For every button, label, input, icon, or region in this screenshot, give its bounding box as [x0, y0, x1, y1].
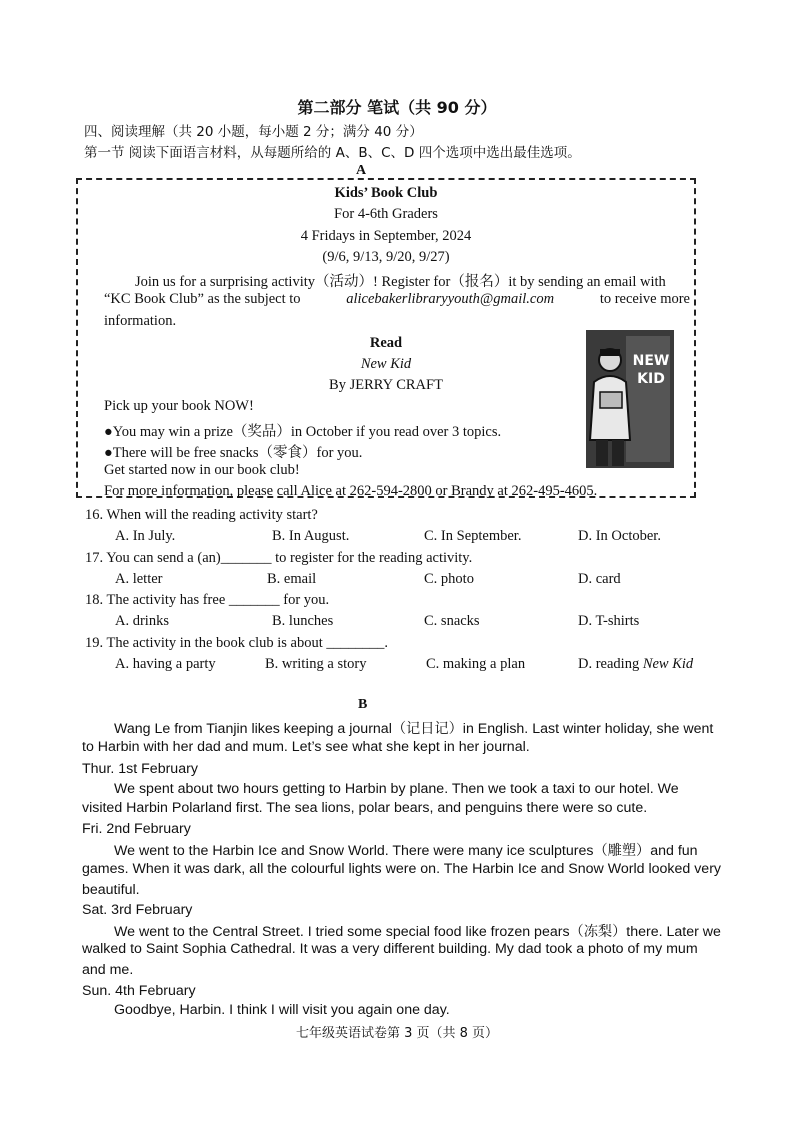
question-17-stem: 17. You can send a (an)_______ to register for the reading activity. — [85, 550, 473, 566]
book-cover-image — [586, 330, 674, 468]
passage-a-label: A — [356, 163, 367, 178]
question-19-stem: 19. The activity in the book club is about ________. — [85, 635, 388, 651]
journal-intro-line-2: to Harbin with her dad and mum. Let’s see what she kept in her journal. — [82, 739, 530, 755]
question-18-stem: 18. The activity has free _______ for you. — [85, 592, 330, 608]
journal-day3-line-1: We went to the Central Street. I tried some special food like frozen pears（冻梨）there. Later we — [114, 924, 721, 940]
question-17-option-b: B. email — [267, 571, 317, 587]
journal-day2-line-3: beautiful. — [82, 882, 140, 898]
question-17-option-a: A. letter — [115, 571, 163, 587]
join-line-3: information. — [104, 313, 177, 329]
join-line-2-end: to receive more — [599, 291, 690, 307]
journal-date-3: Sat. 3rd February — [82, 902, 193, 918]
question-17-option-c: C. photo — [424, 571, 474, 587]
journal-date-2: Fri. 2nd February — [82, 821, 191, 837]
passage-b-label: B — [358, 697, 368, 712]
question-19-option-d-label: D. reading — [578, 656, 640, 672]
question-19-option-c: C. making a plan — [426, 656, 526, 672]
question-16-stem: 16. When will the reading activity start? — [85, 507, 318, 523]
question-18-option-a: A. drinks — [115, 613, 169, 629]
journal-day1-line-1: We spent about two hours getting to Harbin by plane. Then we took a taxi to our hotel. We — [114, 781, 679, 797]
question-18-option-b: B. lunches — [272, 613, 334, 629]
journal-day3-line-2: walked to Saint Sophia Cathedral. It was a very different building. My dad took a photo of my mum — [82, 941, 698, 957]
club-schedule: 4 Fridays in September, 2024 — [300, 228, 472, 244]
page-footer: 七年级英语试卷第 3 页（共 8 页） — [295, 1026, 499, 1041]
book-author: By JERRY CRAFT — [329, 377, 443, 393]
journal-date-4: Sun. 4th February — [82, 983, 196, 999]
question-16-option-a: A. In July. — [115, 528, 176, 544]
question-18-option-c: C. snacks — [424, 613, 480, 629]
bullet-snacks: ●There will be free snacks（零食）for you. — [104, 445, 363, 461]
journal-date-1: Thur. 1st February — [82, 761, 198, 777]
book-title: New Kid — [360, 356, 412, 372]
journal-day3-line-3: and me. — [82, 962, 134, 978]
question-16-option-d: D. In October. — [578, 528, 661, 544]
question-16-option-b: B. In August. — [272, 528, 350, 544]
question-16-option-c: C. In September. — [424, 528, 522, 544]
book-cover-title: NEW KID — [632, 353, 670, 387]
join-line-2-start: “KC Book Club” as the subject to — [104, 291, 301, 307]
journal-day4-line-1: Goodbye, Harbin. I think I will visit you again one day. — [114, 1002, 450, 1018]
page-title: 第二部分 笔试（共 90 分） — [297, 98, 497, 117]
journal-day2-line-2: games. When it was dark, all the colourful lights were on. The Harbin Ice and Snow World looked very — [82, 861, 722, 877]
club-dates: (9/6, 9/13, 9/20, 9/27) — [322, 249, 450, 265]
join-line-2 — [104, 291, 690, 308]
question-19-option-d — [578, 656, 693, 673]
question-19-option-b: B. writing a story — [265, 656, 367, 672]
contact-line: For more information, please call Alice at 262-594-2800 or Brandy at 262-495-4605. — [104, 483, 598, 499]
instructions: 第一节 阅读下面语言材料，从每题所给的 A、B、C、D 四个选项中选出最佳选项。 — [84, 145, 581, 161]
get-started-line: Get started now in our book club! — [104, 462, 300, 478]
club-grades: For 4-6th Graders — [334, 206, 438, 222]
join-line-1: Join us for a surprising activity（活动）! Register for（报名）it by sending an email with — [135, 274, 666, 290]
question-19-option-d-book: New Kid — [642, 656, 694, 672]
question-19-option-a: A. having a party — [115, 656, 216, 672]
journal-day2-line-1: We went to the Harbin Ice and Snow World. There were many ice sculptures（雕塑）and fun — [114, 843, 698, 859]
read-heading: Read — [369, 335, 403, 351]
club-title: Kids’ Book Club — [334, 185, 438, 201]
register-email: alicebakerlibraryyouth@gmail.com — [346, 291, 555, 307]
question-18-option-d: D. T-shirts — [578, 613, 640, 629]
section-heading: 四、阅读理解（共 20 小题，每小题 2 分；满分 40 分） — [84, 124, 423, 140]
journal-day1-line-2: visited Harbin Polarland first. The sea lions, polar bears, and penguins there were so cute. — [82, 800, 648, 816]
book-cover-art — [586, 330, 674, 468]
bullet-prize: ●You may win a prize（奖品）in October if you read over 3 topics. — [104, 424, 502, 440]
question-17-option-d: D. card — [578, 571, 621, 587]
journal-intro-line-1: Wang Le from Tianjin likes keeping a journal（记日记）in English. Last winter holiday, she went — [114, 721, 714, 737]
pickup-line: Pick up your book NOW! — [104, 398, 254, 414]
